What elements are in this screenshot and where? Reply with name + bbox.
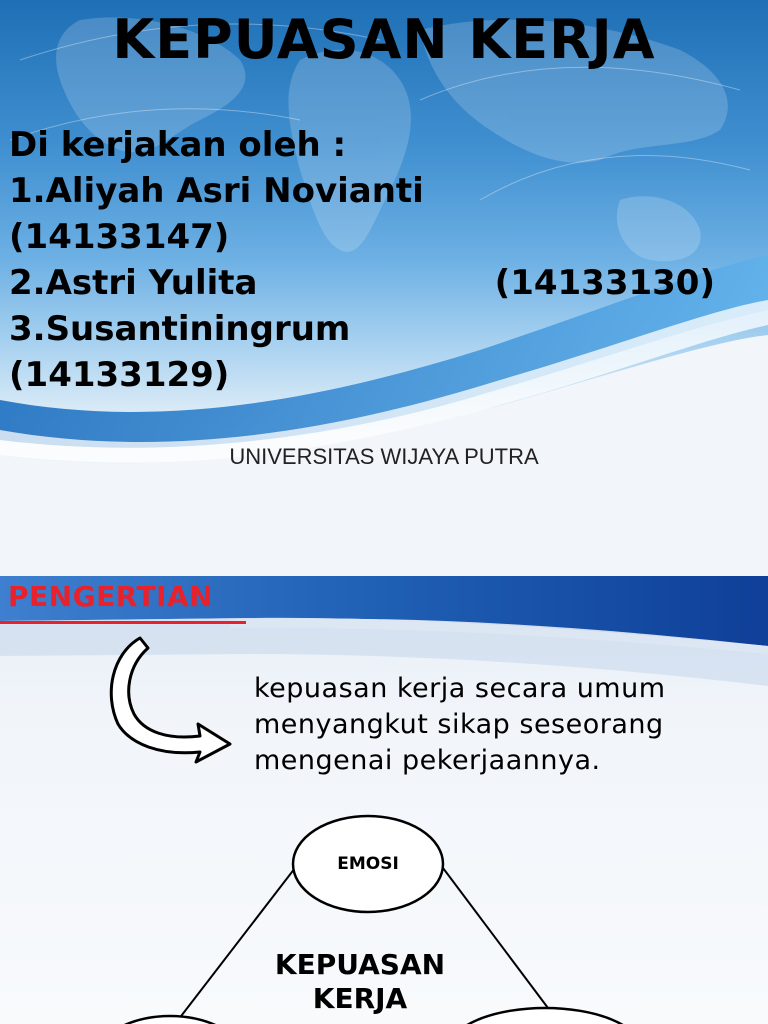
section-heading: PENGERTIAN (8, 580, 214, 613)
author-id-1: (14133147) (9, 217, 230, 257)
definition-line-3: mengenai pekerjaannya. (254, 745, 601, 776)
node-emosi-label: EMOSI (337, 854, 399, 874)
center-label-line-2: KERJA (312, 982, 408, 1015)
author-row-2 (9, 260, 715, 306)
author-id-3: (14133129) (9, 355, 230, 395)
university-name: UNIVERSITAS WIJAYA PUTRA (229, 444, 539, 469)
slide-title: KEPUASAN KERJA (112, 8, 656, 71)
authors-intro: Di kerjakan oleh : (9, 125, 347, 165)
definition-line-2: menyangkut sikap seseorang (254, 709, 664, 740)
authors-block (9, 122, 749, 398)
diagram-center-label (240, 948, 480, 1016)
center-label-line-1: KEPUASAN (274, 948, 446, 981)
author-id-2: (14133130) (494, 263, 715, 303)
definition-line-1: kepuasan kerja secara umum (254, 673, 666, 704)
author-name-3: 3.Susantiningrum (9, 309, 351, 349)
author-name-1: 1.Aliyah Asri Novianti (9, 171, 424, 211)
node-bottom-left (100, 1016, 240, 1024)
author-name-2: 2.Astri Yulita (9, 263, 258, 303)
definition-slide (0, 576, 768, 1024)
